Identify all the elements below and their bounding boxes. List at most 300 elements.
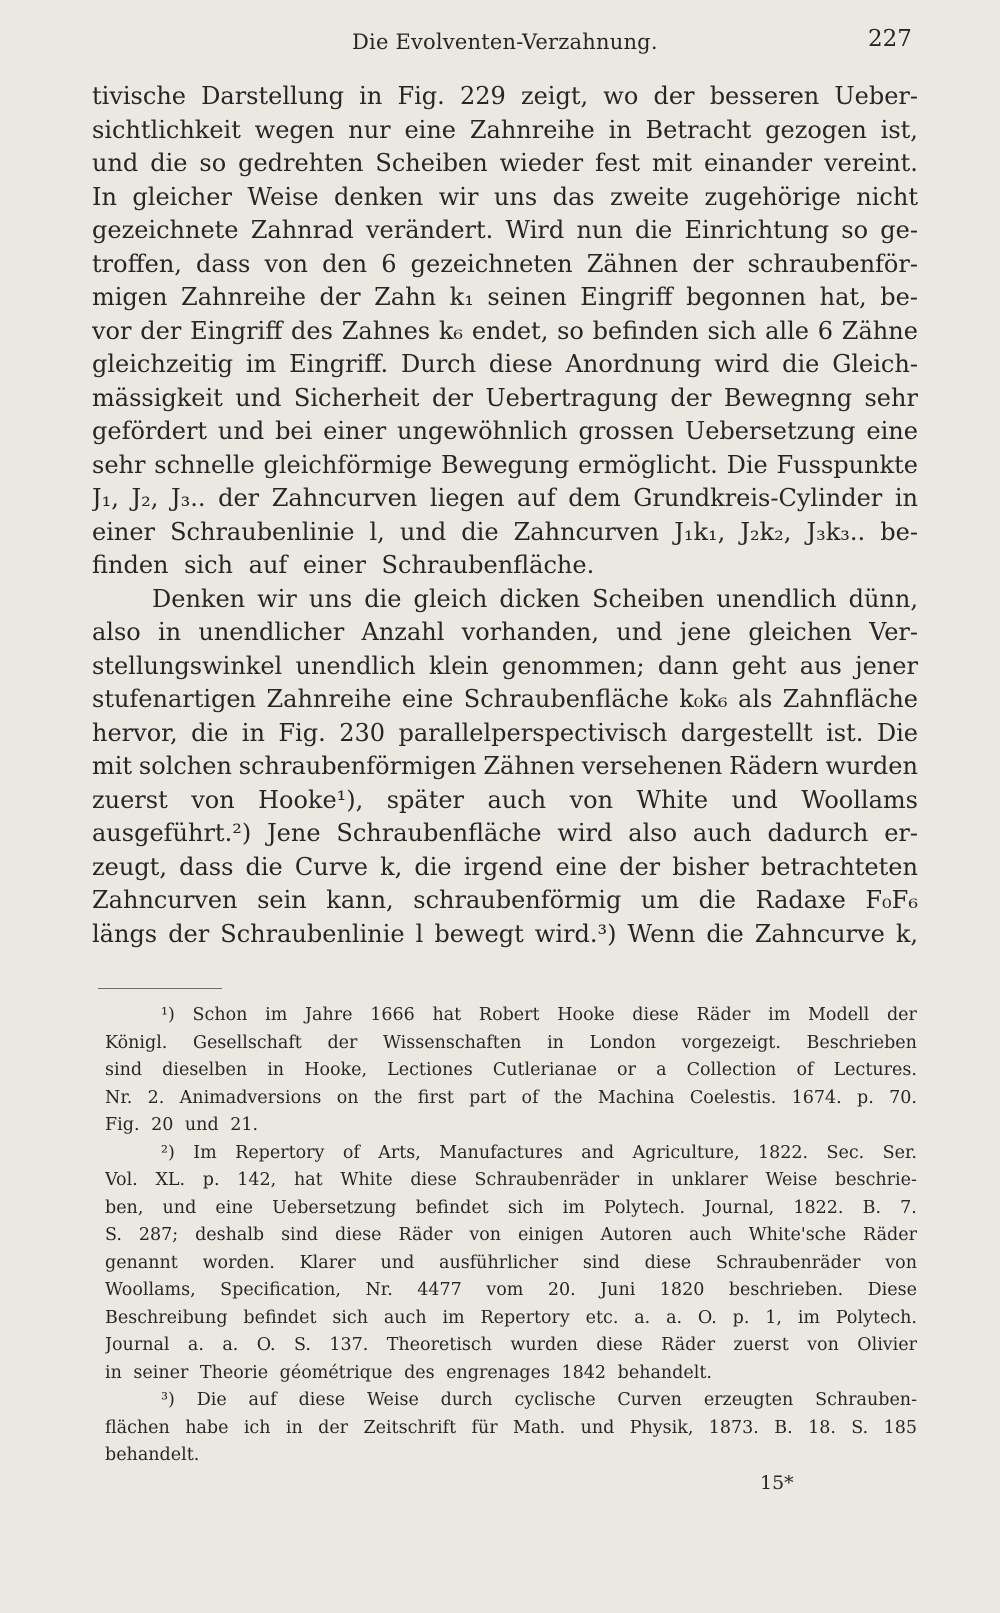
word: auch	[383, 1307, 427, 1328]
word: a.	[222, 1335, 239, 1355]
word: unendlich	[295, 651, 416, 680]
word: Zahnreihe	[266, 685, 392, 713]
word: ist,	[880, 115, 918, 144]
word: of	[796, 1060, 814, 1080]
word: Journal,	[704, 1197, 775, 1218]
word: einigen	[517, 1225, 584, 1245]
word: 1822.	[757, 1142, 809, 1163]
word: mit	[652, 149, 693, 177]
word: und	[580, 1417, 615, 1438]
word: wurden	[510, 1335, 578, 1355]
word: sichtlichkeit	[92, 115, 241, 144]
word: Fig.	[397, 82, 445, 110]
word: Sec.	[826, 1142, 865, 1163]
word: Schraubenfläche	[336, 819, 542, 847]
word: in	[359, 82, 383, 110]
word: in	[636, 1170, 654, 1190]
word: grossen	[578, 417, 675, 445]
word: a.	[634, 1307, 651, 1328]
word: Jahre	[305, 1005, 353, 1025]
word: vorgezeigt.	[681, 1032, 781, 1053]
word: wo	[603, 82, 639, 110]
word: Ver-	[869, 618, 918, 646]
word: White	[636, 785, 709, 814]
word: von	[885, 1252, 917, 1273]
word: B.	[774, 1417, 793, 1438]
word: uns	[493, 182, 538, 211]
word: wird	[557, 819, 613, 847]
word: Schon	[192, 1005, 248, 1025]
word: l,	[369, 517, 385, 546]
word: Curve	[294, 852, 368, 881]
word: versehenen	[581, 752, 723, 780]
word: the	[553, 1087, 583, 1108]
footnote-line	[105, 1222, 917, 1250]
body-line	[92, 348, 918, 382]
footnote-line	[105, 1140, 917, 1168]
word: deshalb	[195, 1225, 265, 1245]
word: worden.	[202, 1252, 275, 1273]
word: Woollams,	[105, 1280, 196, 1300]
word: so	[199, 149, 227, 177]
word: Polytech.	[603, 1197, 686, 1218]
word: der	[218, 484, 260, 512]
body-line: finden sich auf einer Schraubenfläche.	[92, 551, 595, 579]
word: irgend	[463, 852, 544, 881]
word: J₁k₁,	[674, 517, 726, 546]
word: wird.³)	[534, 919, 617, 948]
word: zugehörige	[704, 182, 841, 211]
word: vorhanden,	[461, 618, 599, 646]
word: the	[373, 1087, 403, 1108]
word: Repertory	[480, 1307, 570, 1328]
footnote-line	[105, 1030, 917, 1058]
word: denken	[334, 182, 424, 211]
word: der	[653, 82, 695, 110]
word: be-	[880, 517, 918, 546]
word: etc.	[585, 1307, 619, 1328]
word: Arts,	[378, 1142, 421, 1163]
word: S.	[105, 1225, 122, 1245]
word: die	[364, 584, 402, 613]
word: die	[461, 517, 499, 546]
word: 1820	[659, 1280, 705, 1300]
word: Weise	[765, 1170, 818, 1190]
word: schnelle	[154, 450, 255, 479]
word: 142,	[237, 1170, 277, 1190]
word: die	[706, 919, 744, 948]
word: 1873.	[708, 1417, 759, 1438]
word: on	[336, 1087, 359, 1108]
word: er-	[884, 819, 918, 847]
word: gezeichnete	[92, 216, 239, 244]
word: Nr.	[105, 1087, 133, 1108]
word: Schrauben-	[815, 1390, 917, 1410]
word: Hooke¹),	[258, 785, 364, 814]
footnote-line	[105, 1387, 917, 1415]
word: Darstellung	[201, 82, 344, 110]
word: Weise	[247, 182, 319, 211]
word: p.	[732, 1307, 750, 1328]
word: eine	[866, 417, 918, 445]
word: 1822.	[793, 1197, 844, 1218]
word: die	[698, 886, 736, 914]
word: auf	[248, 1390, 277, 1410]
word: Fusspunkte	[776, 450, 918, 479]
word: Fig.	[278, 718, 326, 747]
word: mässigkeit	[92, 383, 223, 412]
body-text	[92, 80, 918, 951]
running-header-title: Die Evolventen-Verzahnung.	[352, 30, 658, 54]
word: auf	[517, 484, 556, 512]
word: dann	[657, 651, 719, 680]
word: dem	[568, 484, 621, 512]
word: Zeitschrift	[363, 1417, 457, 1438]
word: Die	[196, 1390, 227, 1410]
word: Hooke,	[304, 1060, 368, 1080]
word: durch	[440, 1390, 493, 1410]
word: S.	[851, 1417, 869, 1438]
word: gezogen	[765, 115, 867, 144]
word: seinen	[487, 283, 567, 311]
word: cyclische	[514, 1390, 596, 1410]
word: gefördert	[92, 417, 208, 445]
word: jene	[679, 618, 732, 646]
word: 70.	[889, 1087, 917, 1108]
word: Wissenschaften	[382, 1032, 522, 1053]
word: Gleich-	[832, 350, 918, 378]
word: gleich	[413, 584, 488, 613]
word: parallelperspectivisch	[398, 718, 668, 747]
word: Schraubenräder	[715, 1252, 861, 1273]
word: kann,	[326, 886, 394, 914]
word: Zahnes	[341, 316, 431, 345]
word: wir	[438, 182, 479, 211]
word: einer	[323, 417, 387, 445]
word: der	[619, 852, 661, 881]
word: Rädern	[729, 752, 819, 780]
word: Beschrieben	[806, 1032, 917, 1053]
word: von	[469, 1225, 502, 1245]
word: 2.	[147, 1087, 165, 1108]
word: Uebersetzung	[272, 1197, 397, 1218]
word: 1,	[765, 1307, 782, 1328]
footnote-line	[105, 1057, 917, 1085]
word: dass	[196, 249, 251, 278]
word: Woollams	[801, 785, 918, 814]
footnote-divider	[98, 988, 222, 989]
word: der	[327, 1032, 358, 1053]
word: troffen,	[92, 249, 182, 278]
footnote-line	[105, 1332, 917, 1360]
word: Zahncurve	[754, 919, 885, 948]
word: für	[471, 1417, 498, 1438]
word: 7.	[900, 1197, 917, 1218]
word: und	[380, 1252, 415, 1273]
word: dicken	[499, 584, 581, 613]
word: Theoretisch	[386, 1335, 492, 1355]
word: diese	[335, 1225, 382, 1245]
word: wir	[257, 584, 297, 613]
word: die	[191, 718, 229, 747]
word: im	[768, 1005, 791, 1025]
word: schraubenför-	[747, 249, 918, 278]
footnote-line	[105, 1002, 917, 1030]
word: vom	[486, 1280, 524, 1300]
word: befindet	[243, 1307, 317, 1328]
word: of	[521, 1087, 539, 1108]
word: ¹)	[161, 1005, 175, 1025]
word: Weise	[366, 1390, 419, 1410]
word: Polytech.	[835, 1307, 917, 1328]
word: klein	[429, 651, 489, 680]
word: sind	[582, 1252, 620, 1273]
word: Zähnen	[483, 752, 575, 780]
word: Anordnung	[565, 350, 702, 378]
word: in	[547, 1032, 564, 1053]
body-line	[92, 281, 918, 315]
word: Zahn	[374, 283, 437, 311]
word: die	[635, 216, 673, 244]
word: ge-	[880, 216, 918, 244]
word: eine	[215, 1197, 253, 1218]
word: im	[797, 1307, 821, 1328]
word: or	[617, 1060, 636, 1080]
word: zuerst	[92, 785, 168, 814]
word: sich	[707, 316, 757, 345]
word: ³)	[161, 1390, 175, 1410]
word: Radaxe	[755, 886, 846, 914]
word: der	[431, 383, 474, 412]
word: diese	[488, 350, 553, 378]
word: Nr.	[365, 1280, 393, 1300]
footnote-line	[105, 1277, 917, 1305]
word: Hooke	[557, 1005, 615, 1025]
body-line	[92, 214, 918, 248]
word: flächen	[105, 1417, 170, 1438]
word: und	[731, 785, 778, 814]
word: und	[217, 417, 265, 445]
word: Animadversions	[179, 1087, 322, 1108]
word: and	[581, 1142, 615, 1163]
word: nicht	[856, 182, 918, 211]
word: solchen	[138, 752, 232, 780]
word: Autoren	[600, 1225, 673, 1245]
word: sein	[257, 886, 307, 914]
word: in	[285, 1417, 303, 1438]
word: White	[340, 1170, 393, 1190]
word: Scheiben	[592, 584, 705, 613]
word: von	[807, 1335, 839, 1355]
word: Beschreibung	[105, 1307, 228, 1328]
word: B.	[862, 1197, 882, 1218]
word: Manufactures	[439, 1142, 563, 1163]
word: stufenartigen	[92, 685, 257, 713]
body-line	[92, 449, 918, 483]
word: Schraubenräder	[474, 1170, 620, 1190]
body-line	[92, 315, 918, 349]
word: Königl.	[105, 1032, 168, 1053]
word: gleichzeitig	[92, 350, 234, 378]
word: besseren	[709, 82, 820, 110]
word: unendlicher	[198, 618, 345, 646]
word: als	[737, 685, 773, 713]
word: geht	[731, 651, 787, 680]
word: später	[386, 785, 465, 814]
body-line	[92, 415, 918, 449]
word: 230	[339, 718, 386, 747]
footnotes	[105, 1002, 917, 1470]
word: Lectures.	[833, 1060, 917, 1080]
word: a.	[666, 1307, 683, 1328]
word: so	[841, 216, 869, 244]
word: Bewegung	[440, 450, 570, 479]
word: von	[569, 785, 614, 814]
word: aus	[799, 651, 842, 680]
word: hat	[293, 1170, 323, 1190]
word: so	[557, 316, 584, 345]
word: sind	[105, 1060, 143, 1080]
word: first	[417, 1087, 454, 1108]
word: betrachteten	[760, 852, 918, 881]
word: Eingriff	[190, 316, 283, 345]
word: auch	[688, 1225, 732, 1245]
word: im	[265, 1005, 288, 1025]
word: Durch	[401, 350, 477, 378]
word: hervor,	[92, 718, 178, 747]
body-line	[92, 80, 918, 114]
word: gedrehten	[238, 149, 364, 177]
word: diese	[632, 1005, 679, 1025]
word: Zähnen	[586, 249, 679, 278]
word: O.	[697, 1307, 717, 1328]
word: Im	[193, 1142, 217, 1163]
signature-mark: 15*	[760, 1472, 794, 1494]
word: alle	[765, 316, 809, 345]
word: von	[264, 249, 308, 278]
word: Modell	[808, 1005, 870, 1025]
word: einander	[704, 149, 813, 177]
body-line	[92, 851, 918, 885]
word: und	[235, 383, 282, 412]
word: Zahncurven	[271, 484, 418, 512]
word: auch	[487, 785, 547, 814]
word: wieder	[499, 149, 584, 177]
word: Die	[876, 718, 918, 747]
word: die	[150, 149, 188, 177]
word: wegen	[254, 115, 335, 144]
word: k₀k₆	[679, 685, 728, 713]
word: also	[628, 819, 678, 847]
body-line	[92, 717, 918, 751]
word: beschrieben.	[728, 1280, 844, 1300]
word: Specification,	[220, 1280, 341, 1300]
word: Wenn	[627, 919, 696, 948]
word: wird	[714, 350, 770, 378]
word: stellungswinkel	[92, 651, 283, 680]
word: ermöglicht.	[578, 450, 718, 479]
word: eine	[401, 685, 454, 713]
word: migen	[92, 283, 168, 311]
word: Räder	[398, 1225, 453, 1245]
word: J₂,	[131, 484, 159, 512]
word: diese	[298, 1390, 346, 1410]
word: Schraubenlinie	[170, 517, 355, 546]
word: 1674.	[791, 1087, 842, 1108]
footnote-line	[105, 1085, 917, 1113]
word: verändert.	[365, 216, 494, 244]
footnote-line: behandelt.	[105, 1445, 200, 1465]
word: Ueber-	[834, 82, 918, 110]
word: die	[414, 852, 452, 881]
word: bewegt	[434, 919, 524, 948]
word: Betracht	[645, 115, 752, 144]
word: im	[442, 1307, 465, 1328]
footnote-line: in seiner Theorie géométrique des engrenages 1842 behandelt.	[105, 1362, 712, 1383]
body-line	[92, 784, 918, 818]
word: liegen	[429, 484, 505, 512]
word: der	[140, 316, 182, 345]
word: Vol.	[105, 1170, 138, 1190]
word: in	[894, 484, 918, 512]
word: und	[399, 517, 447, 546]
word: Einrichtung	[684, 216, 830, 244]
word: dadurch	[767, 819, 869, 847]
word: Uebersetzung	[684, 417, 856, 445]
body-line	[92, 583, 918, 617]
word: den	[322, 249, 368, 278]
word: mit	[92, 752, 133, 780]
word: J₂k₂,	[740, 517, 792, 546]
word: Jene	[267, 819, 321, 847]
word: 1666	[370, 1005, 415, 1025]
word: von	[191, 785, 235, 814]
word: in	[267, 1060, 285, 1080]
word: uns	[308, 584, 353, 613]
footnote-line	[105, 1305, 917, 1333]
word: Räder	[863, 1225, 917, 1245]
word: ungewöhnlich	[397, 417, 568, 445]
word: 6	[817, 316, 834, 345]
word: im	[245, 350, 277, 378]
word: Räder	[696, 1005, 751, 1025]
word: Schraubenlinie	[220, 919, 405, 948]
word: Scheiben	[375, 149, 488, 177]
word: beschrie-	[835, 1170, 917, 1190]
word: 137.	[329, 1335, 369, 1355]
word: Physik,	[629, 1417, 694, 1438]
word: Uebertragung	[485, 383, 658, 412]
word: sind	[281, 1225, 319, 1245]
word: 287;	[138, 1225, 179, 1245]
body-line	[92, 114, 918, 148]
word: der	[319, 283, 361, 311]
word: Journal	[105, 1335, 170, 1355]
word: ausführlicher	[439, 1252, 559, 1273]
word: Die	[726, 450, 768, 479]
body-line	[92, 750, 918, 784]
word: und	[162, 1197, 197, 1218]
word: XL.	[155, 1170, 186, 1190]
word: hat,	[819, 283, 867, 311]
word: Diese	[867, 1280, 917, 1300]
footnote-line	[105, 1195, 917, 1223]
word: zeugt,	[92, 852, 167, 881]
word: Zahnfläche	[782, 685, 918, 713]
word: des	[291, 316, 333, 345]
word: a.	[187, 1335, 204, 1355]
word: begonnen	[686, 283, 807, 311]
